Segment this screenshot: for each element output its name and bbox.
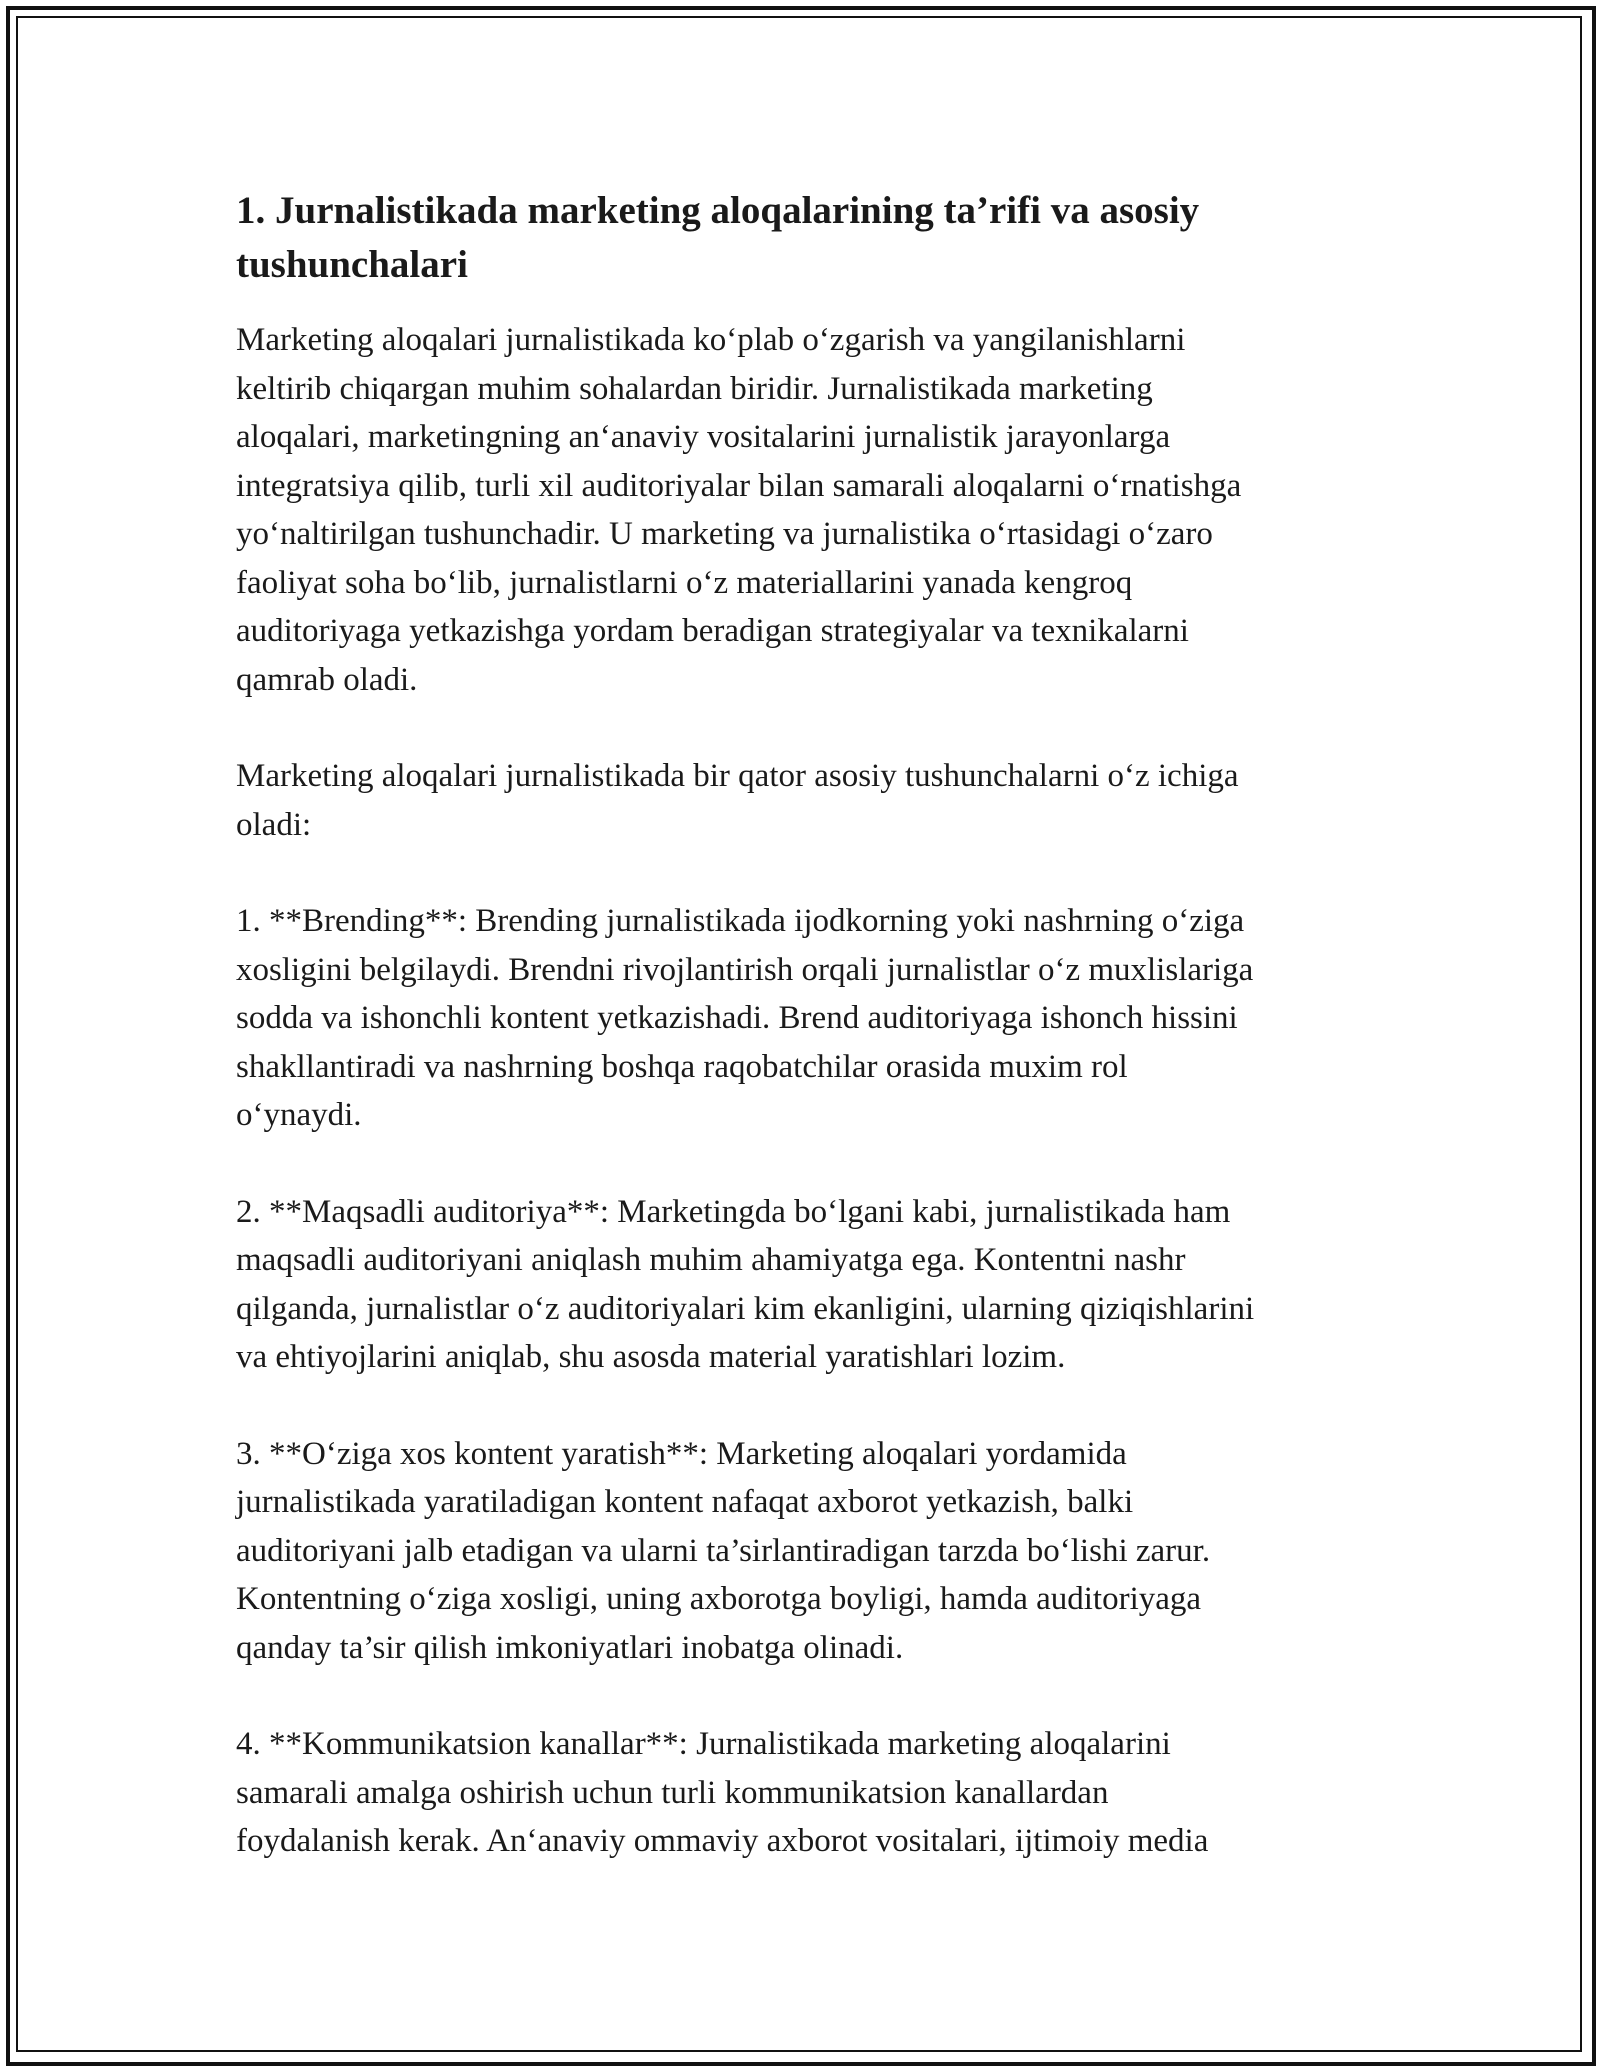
list-item-branding: 1. **Brending**: Brending jurnalistikada ijodkorning yoki nashrning o‘ziga xosligini belgilaydi. Brendni rivojlantirish orqali jurnalistlar o‘z muxlislariga sodda va ishonchli kontent yetkazishadi. Brend auditoriyaga ishonch hissini shakllantiradi va nashrning boshqa raqobatchilar orasida muxim rol o‘ynaydi. xyxy=(236,903,1254,1133)
list-item-target-audience: 2. **Maqsadli auditoriya**: Marketingda bo‘lgani kabi, jurnalistikada ham maqsadli auditoriyani aniqlash muhim ahamiyatga ega. Kontentni nashr qilganda, jurnalistlar o‘z auditoriyalari kim ekanligini, ularning qiziqishlarini va ehtiyojlarini aniqlab, shu asosda material yaratishlari lozim. xyxy=(236,1193,1255,1375)
section-heading: 1. Jurnalistikada marketing aloqalarining ta’rifi va asosiy tushunchalari xyxy=(236,189,1200,286)
document-body xyxy=(236,184,1386,1914)
intro-paragraph: Marketing aloqalari jurnalistikada ko‘plab o‘zgarish va yangilanishlarni keltirib chiqargan muhim sohalardan biridir. Jurnalistikada marketing aloqalari, marketingning an‘anaviy vositalarini jurnalistik jarayonlarga integratsiya qilib, turli xil auditoriyalar bilan samarali aloqalarni o‘rnatishga yo‘naltirilgan tushunchadir. U marketing va jurnalistika o‘rtasidagi o‘zaro faoliyat soha bo‘lib, jurnalistlarni o‘z materiallarini yanada kengroq auditoriyaga yetkazishga yordam beradigan strategiyalar va texnikalarni qamrab oladi. xyxy=(236,322,1242,698)
concepts-lead-paragraph: Marketing aloqalari jurnalistikada bir qator asosiy tushunchalarni o‘z ichiga oladi: xyxy=(236,758,1239,843)
list-item-communication-channels: 4. **Kommunikatsion kanallar**: Jurnalistikada marketing aloqalarini samarali amalga oshirish uchun turli kommunikatsion kanallardan foydalanish kerak. An‘anaviy ommaviy axborot vositalari, ijtimoiy media xyxy=(236,1726,1209,1859)
list-item-unique-content: 3. **O‘ziga xos kontent yaratish**: Marketing aloqalari yordamida jurnalistikada yaratiladigan kontent nafaqat axborot yetkazish, balki auditoriyani jalb etadigan va ularni ta’sirlantiradigan tarzda bo‘lishi zarur. Kontentning o‘ziga xosligi, uning axborotga boyligi, hamda auditoriyaga qanday ta’sir qilish imkoniyatlari inobatga olinadi. xyxy=(236,1435,1211,1666)
